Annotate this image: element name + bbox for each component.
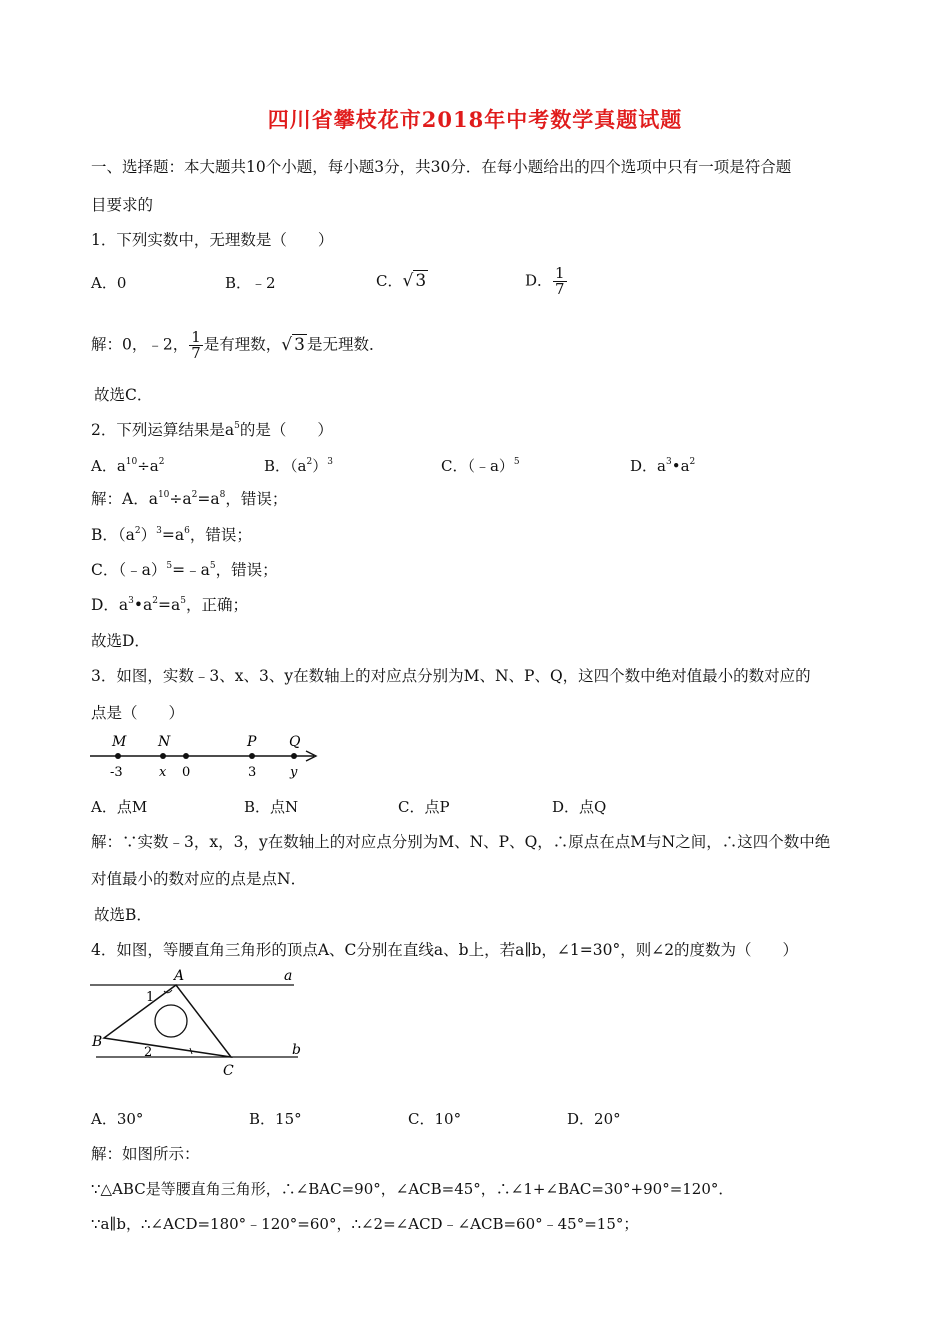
q2-option-d-exp2: 2 (689, 457, 696, 467)
exp: 6 (184, 526, 190, 536)
q2-option-d-base: D．a (630, 457, 666, 475)
q4-stem: 4．如图，等腰直角三角形的顶点A、C分别在直线a、b上，若a∥b，∠1=30°，则∠2的度数为（ ） (91, 941, 799, 959)
q2-option-c (441, 456, 520, 476)
part: =a (158, 596, 181, 614)
q2-option-a (91, 456, 164, 476)
q2-stem (91, 420, 333, 440)
q3-stem-line1: 3．如图，实数﹣3、x、3、y在数轴上的对应点分别为M、N、P、Q，这四个数中绝对值最小的数对应的 (91, 667, 811, 685)
q4-option-d: D．20° (567, 1110, 621, 1128)
q1-option-b: B．﹣2 (225, 274, 276, 292)
q4-option-b: B．15° (249, 1110, 302, 1128)
part: ） (140, 526, 157, 544)
section-heading-line1: 一、选择题：本大题共10个小题，每小题3分，共30分．在每小题给出的四个选项中只有一项是符合题 (91, 158, 792, 176)
q2-option-a-base: A．a (91, 457, 126, 475)
q3-option-c: C．点P (398, 798, 450, 816)
q1-option-c-prefix: C． (376, 272, 403, 290)
section-heading-line2: 目要求的 (91, 196, 154, 214)
q2-solution-d (91, 595, 248, 615)
part: •a (133, 596, 153, 614)
exp: 3 (156, 526, 162, 536)
q1-option-d-fraction (553, 266, 567, 297)
q1-stem: 1．下列实数中，无理数是（ ） (91, 231, 334, 249)
q2-option-a-exp1: 10 (125, 457, 138, 467)
value-p: 3 (248, 765, 257, 780)
label-q: Q (289, 734, 301, 750)
exp: 5 (209, 561, 216, 571)
q2-option-b-exp1: 2 (306, 457, 313, 467)
part: ，错误； (225, 490, 288, 508)
q2-option-b (264, 456, 333, 476)
q2-option-a-op: ÷a (137, 457, 159, 475)
part: ，错误； (215, 561, 278, 579)
q4-solution-line3: ∵a∥b，∴∠ACD=180°﹣120°=60°，∴∠2=∠ACD﹣∠ACB=60°﹣45°=15°； (91, 1215, 639, 1233)
q2-option-d-exp1: 3 (665, 457, 672, 467)
fraction-numerator: 1 (555, 264, 565, 282)
q1-solution-fraction (189, 330, 203, 361)
part: D．a (91, 596, 129, 614)
sqrt-icon: √ 3 (402, 271, 427, 291)
value-n: x (159, 765, 167, 780)
q3-answer: 故选B． (94, 906, 152, 924)
q1-solution-radicand: 3 (294, 334, 305, 355)
label-m: M (112, 734, 127, 750)
label-point-b: B (92, 1034, 103, 1050)
label-angle-2: 2 (144, 1045, 153, 1060)
q1-option-d-prefix: D． (525, 271, 553, 290)
label-n: N (158, 734, 171, 750)
point-m-dot (115, 753, 121, 759)
part: 解：A．a (91, 490, 158, 508)
label-line-a: a (284, 968, 293, 984)
q4-option-a: A．30° (91, 1110, 144, 1128)
q4-solution-line1: 解：如图所示： (91, 1145, 200, 1163)
point-p-dot (249, 753, 255, 759)
q2-option-b-exp2: 3 (327, 457, 333, 467)
value-q: y (290, 765, 298, 780)
q2-option-d-op: •a (671, 457, 690, 475)
q2-stem-text: 2．下列运算结果是a (91, 421, 235, 439)
q2-stem-exponent: 5 (234, 421, 240, 431)
q2-solution-b (91, 525, 252, 545)
label-angle-1: 1 (146, 990, 155, 1005)
q2-answer: 故选D． (91, 632, 150, 650)
q1-solution-end: 是无理数． (306, 335, 385, 354)
number-line-figure (88, 728, 328, 784)
exp: 2 (191, 490, 198, 500)
q3-stem-line2: 点是（ ） (91, 704, 185, 722)
q2-solution-a (91, 489, 287, 509)
exp: 2 (152, 596, 159, 606)
q2-stem-text-end: 的是（ ） (239, 421, 333, 439)
value-origin: 0 (182, 765, 191, 780)
q2-option-c-exp: 5 (513, 457, 520, 467)
q3-solution-line1: 解：∵实数﹣3，x，3，y在数轴上的对应点分别为M、N、P、Q，∴原点在点M与N之间，∴这四个数中绝 (91, 833, 831, 851)
part: B．（a (91, 526, 135, 544)
q1-solution (91, 330, 384, 361)
exp: 5 (166, 561, 173, 571)
q4-option-c: C．10° (408, 1110, 462, 1128)
label-p: P (247, 734, 257, 750)
q3-option-d: D．点Q (552, 798, 607, 816)
q2-option-b-base: B．（a (264, 457, 307, 475)
q1-answer: 故选C． (94, 386, 153, 404)
origin-dot (183, 753, 189, 759)
label-point-a: A (174, 968, 185, 984)
q3-option-b: B．点N (244, 798, 299, 816)
circle-icon (155, 1005, 187, 1037)
part: =a (197, 490, 220, 508)
q2-option-a-exp2: 2 (158, 457, 165, 467)
part: ，正确； (186, 596, 249, 614)
page-title: 四川省攀枝花市2018年中考数学真题试题 (267, 107, 683, 132)
triangle-figure (86, 964, 316, 1080)
point-n-dot (160, 753, 166, 759)
triangle-abc (104, 985, 231, 1057)
q3-option-a: A．点M (91, 798, 148, 816)
part: =﹣a (172, 561, 210, 579)
q1-option-c (376, 271, 428, 291)
exp: 3 (128, 596, 134, 606)
value-m: -3 (110, 765, 123, 780)
part: ，错误； (189, 526, 252, 544)
fraction-denominator: 7 (555, 280, 565, 298)
q2-option-c-base: C．（﹣a） (441, 457, 514, 475)
sqrt-icon: √ 3 (281, 334, 305, 355)
fraction-denominator: 7 (191, 344, 201, 362)
q4-solution-line2: ∵△ABC是等腰直角三角形，∴∠BAC=90°，∠ACB=45°，∴∠1+∠BAC=30°+90°=120°． (91, 1180, 734, 1198)
exp: 5 (180, 596, 186, 606)
part: C．（﹣a） (91, 561, 167, 579)
point-q-dot (291, 753, 297, 759)
part: =a (161, 526, 185, 544)
exp: 8 (219, 490, 226, 500)
fraction-numerator: 1 (191, 328, 201, 346)
q1-option-d (525, 266, 568, 297)
exp: 2 (134, 526, 141, 536)
q1-option-c-radicand: 3 (415, 271, 427, 291)
q2-option-d (630, 456, 695, 476)
q2-solution-c (91, 560, 278, 580)
q2-option-b-paren: ） (312, 457, 328, 475)
q1-solution-prefix: 解：0，﹣2， (91, 335, 189, 354)
q3-solution-line2: 对值最小的数对应的点是点N． (91, 870, 307, 888)
q1-solution-mid: 是有理数， (203, 335, 282, 354)
exp: 10 (157, 490, 170, 500)
label-point-c: C (223, 1063, 234, 1079)
part: ÷a (169, 490, 192, 508)
label-line-b: b (292, 1042, 301, 1058)
q1-option-a: A．0 (91, 274, 127, 292)
